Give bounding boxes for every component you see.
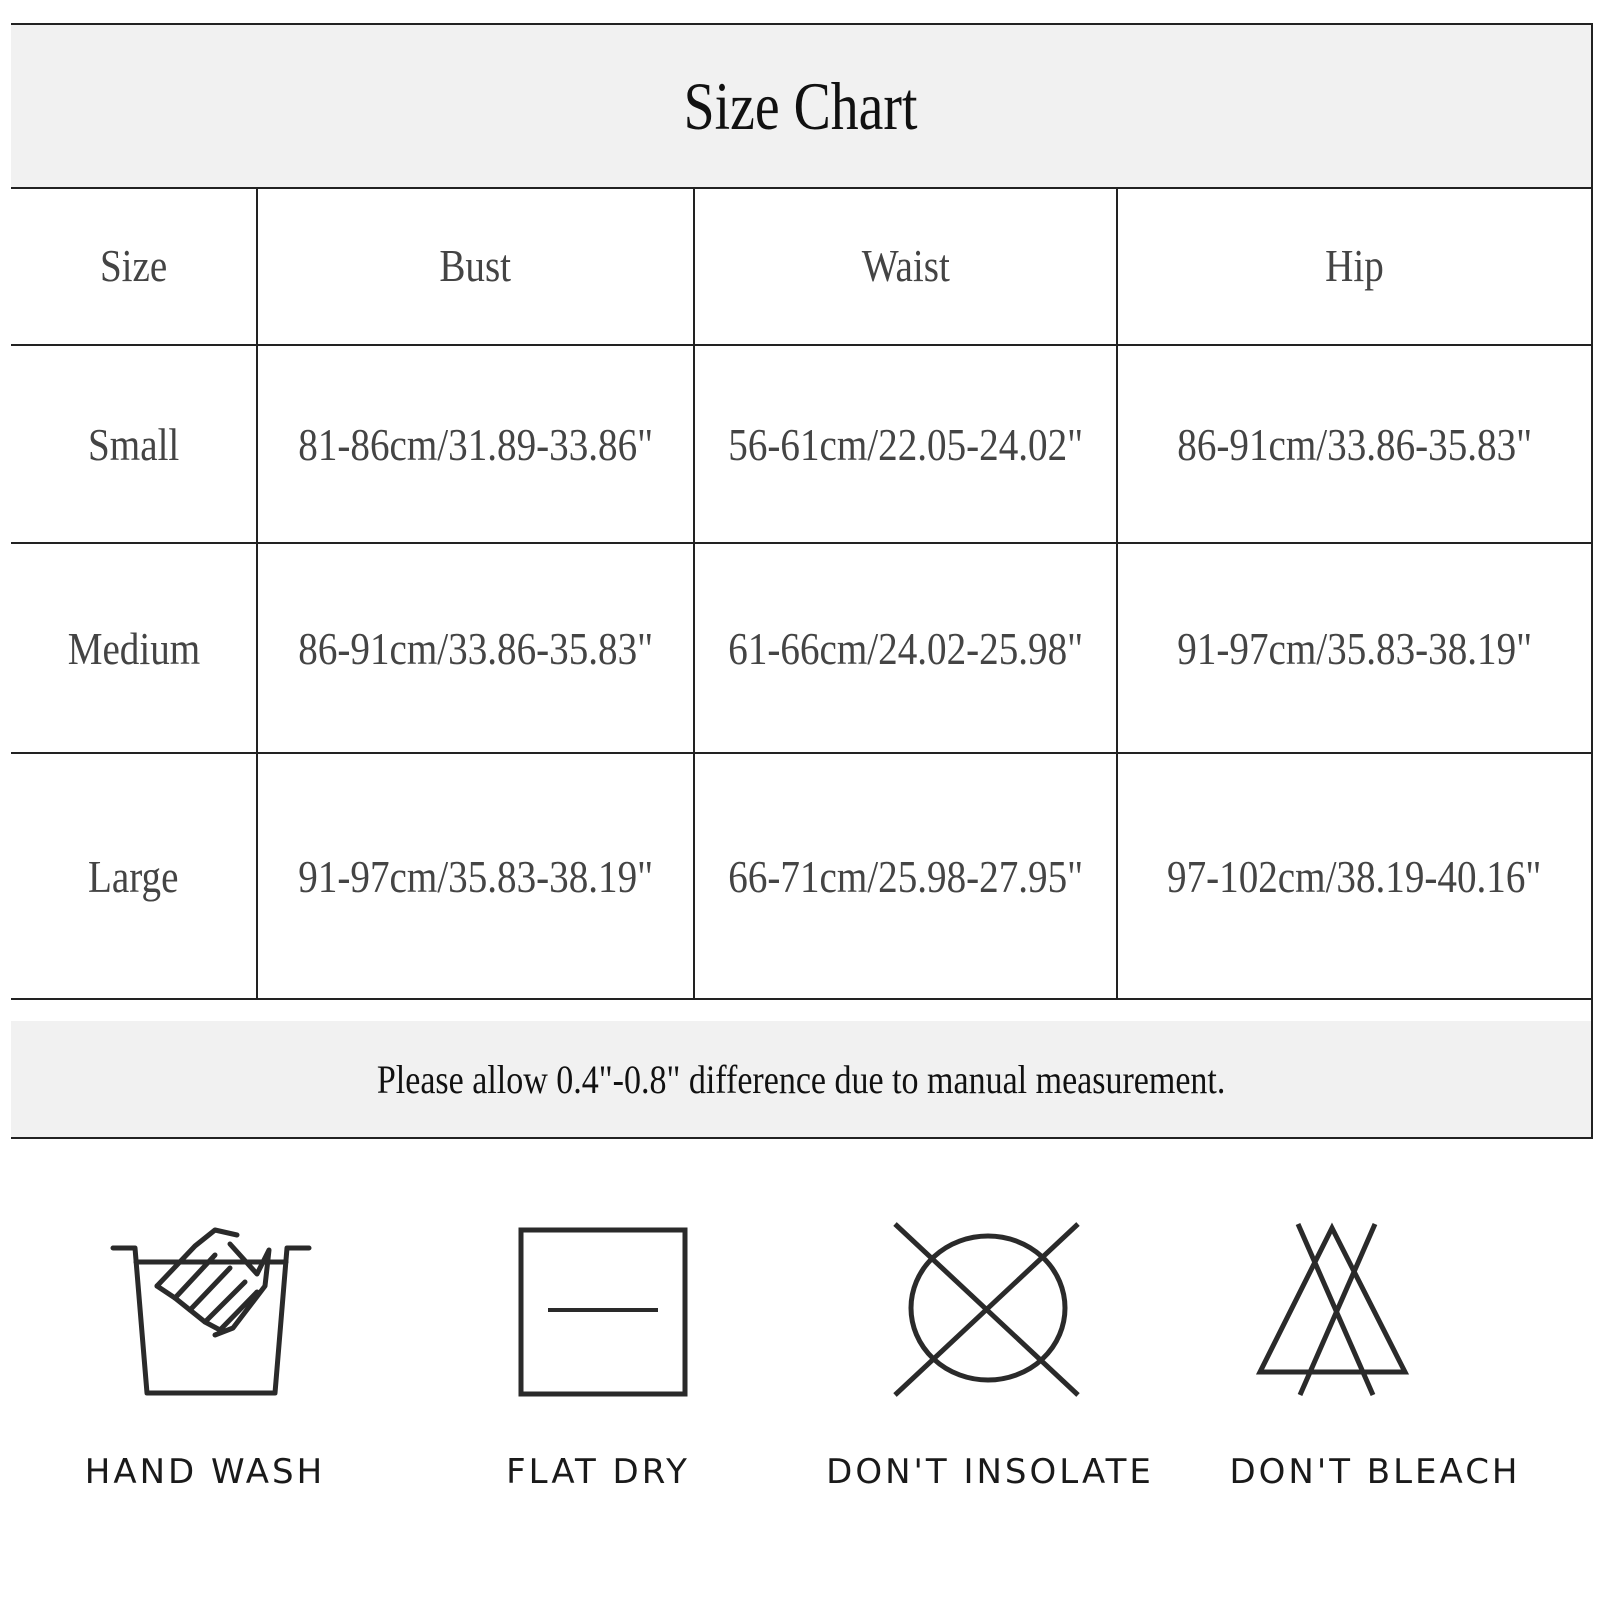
care-instructions: [0, 1190, 1600, 1520]
waist-value: 66-71cm/25.98-27.95": [728, 850, 1083, 902]
size-value: Small: [87, 418, 180, 470]
hip-cell: [1117, 345, 1591, 543]
care-label: FLAT DRY: [506, 1452, 690, 1492]
table-row: [11, 753, 1591, 999]
size-cell: [11, 345, 257, 543]
hip-cell: [1117, 543, 1591, 753]
waist-value: 56-61cm/22.05-24.02": [728, 418, 1083, 470]
bust-cell: [257, 543, 694, 753]
flat-dry-icon: [418, 1190, 778, 1440]
care-label: DON'T INSOLATE: [826, 1452, 1154, 1492]
hip-value: 97-102cm/38.19-40.16": [1167, 850, 1542, 902]
table-row: [11, 345, 1591, 543]
care-item-hand-wash: [25, 1190, 385, 1520]
bust-cell: [257, 753, 694, 999]
table-row: [11, 543, 1591, 753]
measurement-note: Please allow 0.4"-0.8" difference due to manual measurement.: [376, 1056, 1226, 1102]
dont-insolate-icon: [810, 1190, 1170, 1440]
size-value: Medium: [67, 622, 200, 674]
page-title: Size Chart: [684, 67, 918, 144]
waist-cell: [694, 543, 1117, 753]
hip-value: 91-97cm/35.83-38.19": [1177, 622, 1532, 674]
header-waist: [694, 187, 1117, 345]
hand-wash-icon: [25, 1190, 385, 1440]
waist-value: 61-66cm/24.02-25.98": [728, 622, 1083, 674]
header-bust: [257, 187, 694, 345]
size-value: Large: [88, 850, 179, 902]
header-bust-label: Bust: [439, 240, 512, 291]
header-size: [11, 187, 257, 345]
care-item-dont-bleach: [1195, 1190, 1555, 1520]
header-waist-label: Waist: [861, 240, 950, 291]
hip-cell: [1117, 753, 1591, 999]
size-table: [11, 187, 1591, 1000]
note-bar: [11, 1021, 1591, 1137]
size-cell: [11, 543, 257, 753]
care-label: DON'T BLEACH: [1229, 1452, 1521, 1492]
care-item-flat-dry: [418, 1190, 778, 1520]
bust-value: 86-91cm/33.86-35.83": [298, 622, 653, 674]
header-hip-label: Hip: [1325, 240, 1384, 291]
header-size-label: Size: [99, 240, 168, 291]
waist-cell: [694, 753, 1117, 999]
header-hip: [1117, 187, 1591, 345]
bust-cell: [257, 345, 694, 543]
title-bar: [11, 25, 1591, 189]
hip-value: 86-91cm/33.86-35.83": [1177, 418, 1532, 470]
size-chart: [11, 23, 1593, 1139]
care-label: HAND WASH: [84, 1452, 326, 1492]
size-cell: [11, 753, 257, 999]
waist-cell: [694, 345, 1117, 543]
care-item-dont-insolate: [810, 1190, 1170, 1520]
bust-value: 91-97cm/35.83-38.19": [298, 850, 653, 902]
table-header-row: [11, 187, 1591, 345]
bust-value: 81-86cm/31.89-33.86": [298, 418, 653, 470]
dont-bleach-icon: [1195, 1190, 1555, 1440]
